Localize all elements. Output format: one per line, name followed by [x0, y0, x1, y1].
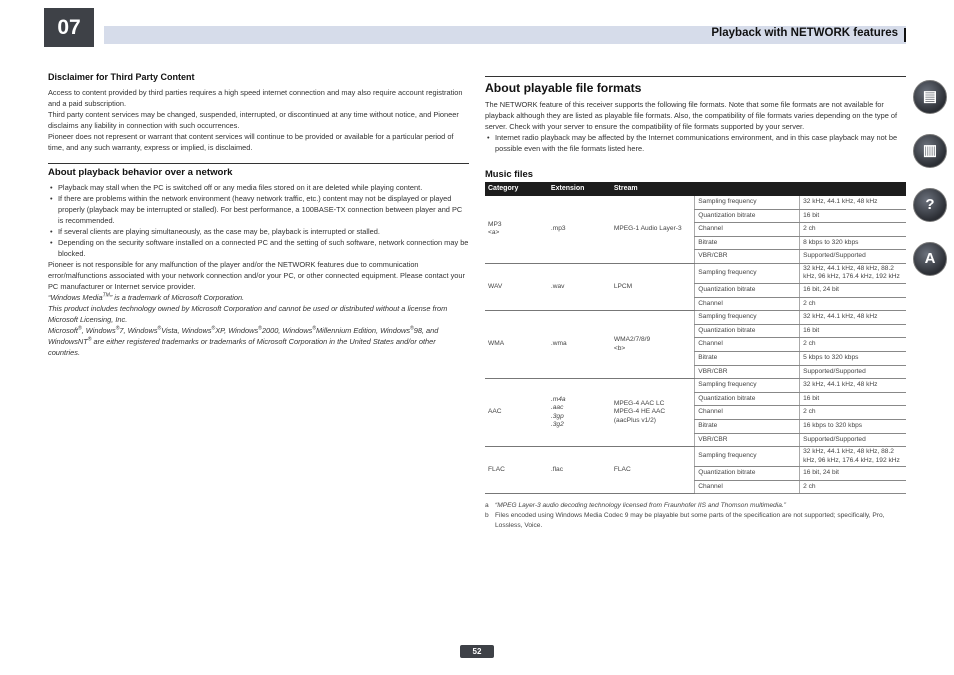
spec-name: Bitrate	[695, 236, 800, 250]
spec-value: 16 kbps to 320 kbps	[800, 419, 906, 433]
cell-extension-line: .wav	[550, 282, 565, 290]
spec-name: Quantization bitrate	[695, 324, 800, 338]
footnote-text: Files encoded using Windows Media Codec 9 may be playable but some parts of the specification are not supported; specifically, Pro, Lossless, Voice.	[495, 512, 885, 530]
spec-value: 5 kbps to 320 kbps	[800, 351, 906, 365]
spec-value: 32 kHz, 44.1 kHz, 48 kHz	[800, 196, 906, 209]
table-row	[485, 263, 906, 283]
spec-name: Sampling frequency	[695, 263, 800, 283]
table-header-row	[485, 182, 906, 196]
music-files-title: Music files	[485, 168, 533, 179]
trademark-windows-list: Microsoft®, Windows®7, Windows®Vista, Windows®XP, Windows®2000, Windows®Millennium Edition, Windows®98, and WindowsNT® are either registered trademarks or trademarks of Microsoft Corporation in the United States and/or other countries.	[48, 325, 439, 357]
spec-name: Sampling frequency	[695, 311, 800, 325]
cell-category-line: MP3	[488, 220, 502, 228]
spec-value: 16 bit	[800, 209, 906, 223]
cell-category-line: FLAC	[488, 465, 505, 473]
cell-stream-line: MPEG-4 HE AAC	[613, 408, 666, 416]
intro-paragraph: The NETWORK feature of this receiver supports the following file formats. Note that some file formats are not available for playback although they are listed as playable file formats. Also, the compatibility of file formats varies depending on the type of server. Check with your server to ensure the compatibility of file formats supported by your server.	[485, 100, 898, 131]
cell-stream-line: (aacPlus v1/2)	[613, 416, 657, 424]
header-category: Category	[485, 182, 548, 196]
cell-stream-line: MPEG-1 Audio Layer-3	[613, 225, 682, 233]
spec-value: 8 kbps to 320 kbps	[800, 236, 906, 250]
section-title: About playable file formats	[485, 76, 906, 96]
spec-name: VBR/CBR	[695, 365, 800, 379]
cell-category	[485, 379, 548, 447]
cell-stream-line: MPEG-4 AAC LC	[613, 399, 665, 407]
spec-value: Supported/Supported	[800, 433, 906, 447]
cell-extension-line: .wma	[550, 340, 567, 348]
spec-value: 2 ch	[800, 297, 906, 311]
behavior-bullet: • Depending on the security software installed on a connected PC and the setting of such software, network connection may be blocked.	[48, 237, 469, 259]
spec-name: Bitrate	[695, 351, 800, 365]
spec-name: VBR/CBR	[695, 433, 800, 447]
spec-name: Quantization bitrate	[695, 392, 800, 406]
table-row	[485, 311, 906, 325]
cell-category-line: WMA	[488, 340, 505, 348]
spec-name: Bitrate	[695, 419, 800, 433]
spec-value: 2 ch	[800, 338, 906, 352]
spec-value: 16 bit, 24 bit	[800, 467, 906, 481]
footnote	[485, 511, 906, 531]
spec-name: Quantization bitrate	[695, 283, 800, 297]
cell-stream-line: FLAC	[613, 465, 631, 473]
cell-category	[485, 196, 548, 263]
cell-stream	[611, 311, 695, 379]
cell-category	[485, 311, 548, 379]
footnote	[485, 501, 906, 511]
header-marker	[904, 28, 906, 42]
spec-value: 2 ch	[800, 223, 906, 237]
table-row	[485, 379, 906, 393]
right-column	[485, 76, 906, 531]
receiver-help-icon[interactable]: ?	[913, 188, 947, 222]
spec-value: 32 kHz, 44.1 kHz, 48 kHz	[800, 311, 906, 325]
spec-name: Sampling frequency	[695, 447, 800, 467]
disclaimer-paragraph: Pioneer does not represent or warrant that content services will continue to be provided or available for a particular period of time, and any such warranty, express or implied, is disclaimed.	[48, 132, 454, 152]
spec-value: 32 kHz, 44.1 kHz, 48 kHz, 88.2 kHz, 96 kHz, 176.4 kHz, 192 kHz	[800, 263, 906, 283]
spec-value: 2 ch	[800, 480, 906, 494]
spec-value: Supported/Supported	[800, 365, 906, 379]
cell-extension-line: .3gp	[550, 412, 564, 420]
spec-name: Quantization bitrate	[695, 467, 800, 481]
internet-radio-bullet: • Internet radio playback may be affected by the Internet communications environment, and in this case playback may not be possible even with the file formats listed here.	[485, 132, 906, 154]
spec-value: Supported/Supported	[800, 250, 906, 264]
cell-stream	[611, 379, 695, 447]
spec-name: Channel	[695, 338, 800, 352]
remote-icon[interactable]: ▥	[913, 134, 947, 168]
cell-category-line: AAC	[488, 408, 502, 416]
footnote-text: “MPEG Layer-3 audio decoding technology licensed from Fraunhofer IIS and Thomson multimedia.”	[495, 502, 786, 510]
behavior-bullet: • Playback may stall when the PC is switched off or any media files stored on it are deleted while playing content.	[48, 182, 469, 193]
spec-name: Channel	[695, 223, 800, 237]
cell-extension-line: .flac	[550, 465, 564, 473]
cell-stream-line: <b>	[613, 344, 626, 352]
spec-name: Sampling frequency	[695, 379, 800, 393]
disclaimer-paragraph: Third party content services may be changed, suspended, interrupted, or discontinued at any time without notice, and Pioneer disclaims any liability in connection with such occurrences.	[48, 110, 459, 130]
cell-extension	[548, 311, 611, 379]
disclaimer-paragraph: Access to content provided by third parties requires a high speed internet connection and may also require account registration and a paid subscription.	[48, 88, 463, 108]
header-title: Playback with NETWORK features	[711, 27, 898, 39]
cell-extension	[548, 447, 611, 494]
footnote-letter: b	[485, 512, 489, 520]
responsibility-paragraph: Pioneer is not responsible for any malfunction of the player and/or the NETWORK features due to communication error/malfunctions associated with your network connection and/or your PC, or other connected equipment. Please contact your PC manufacturer or Internet service provider.	[48, 260, 465, 291]
behavior-title: About playback behavior over a network	[48, 163, 469, 179]
header-extension: Extension	[548, 182, 611, 196]
cell-stream	[611, 447, 695, 494]
trademark-windows-media: “Windows Media™” is a trademark of Microsoft Corporation.	[48, 292, 245, 302]
spec-value: 16 bit	[800, 392, 906, 406]
cell-extension-line: .3g2	[550, 421, 564, 429]
cell-extension	[548, 379, 611, 447]
cell-extension	[548, 196, 611, 263]
cell-stream-line: WMA2/7/8/9	[613, 336, 651, 344]
cell-stream	[611, 263, 695, 310]
header-spec	[695, 182, 906, 196]
cell-stream-line: LPCM	[613, 282, 633, 290]
spec-name: VBR/CBR	[695, 250, 800, 264]
book-icon[interactable]: ▤	[913, 80, 947, 114]
behavior-bullet: • If several clients are playing simultaneously, as the case may be, playback is interrupted or stalled.	[48, 226, 469, 237]
footnotes	[485, 501, 906, 531]
spec-name: Quantization bitrate	[695, 209, 800, 223]
spec-value: 16 bit, 24 bit	[800, 283, 906, 297]
cell-category-line: WAV	[488, 282, 503, 290]
spec-name: Channel	[695, 297, 800, 311]
spec-value: 32 kHz, 44.1 kHz, 48 kHz	[800, 379, 906, 393]
table-row	[485, 447, 906, 467]
cell-stream	[611, 196, 695, 263]
spec-value: 2 ch	[800, 406, 906, 420]
behavior-bullet: • If there are problems within the network environment (heavy network traffic, etc.) content may not be displayed or played properly (playback may be interrupted or stalled). For best performance, a 100BASE-TX connection between player and PC is recommended.	[48, 193, 469, 226]
cell-extension-line: .m4a	[550, 395, 566, 403]
spec-name: Channel	[695, 480, 800, 494]
cell-category	[485, 447, 548, 494]
cell-category-line: <a>	[488, 229, 500, 237]
spec-value: 32 kHz, 44.1 kHz, 48 kHz, 88.2 kHz, 96 kHz, 176.4 kHz, 192 kHz	[800, 447, 906, 467]
footnote-letter: a	[485, 502, 489, 510]
header-stream: Stream	[611, 182, 695, 196]
table-row	[485, 196, 906, 209]
chapter-number: 07	[44, 8, 94, 47]
header-bar	[104, 26, 906, 44]
faq-icon[interactable]: A	[913, 242, 947, 276]
file-format-table	[485, 182, 906, 494]
trademark-technology: This product includes technology owned by Microsoft Corporation and cannot be used or distributed without a license from Microsoft Licensing, Inc.	[48, 304, 448, 324]
cell-extension	[548, 263, 611, 310]
left-column	[48, 72, 469, 358]
cell-extension-line: .aac	[550, 404, 564, 412]
cell-extension-line: .mp3	[550, 225, 566, 233]
page-number: 52	[460, 645, 494, 658]
cell-category	[485, 263, 548, 310]
disclaimer-title: Disclaimer for Third Party Content	[48, 72, 195, 82]
spec-name: Channel	[695, 406, 800, 420]
spec-value: 16 bit	[800, 324, 906, 338]
spec-name: Sampling frequency	[695, 196, 800, 209]
